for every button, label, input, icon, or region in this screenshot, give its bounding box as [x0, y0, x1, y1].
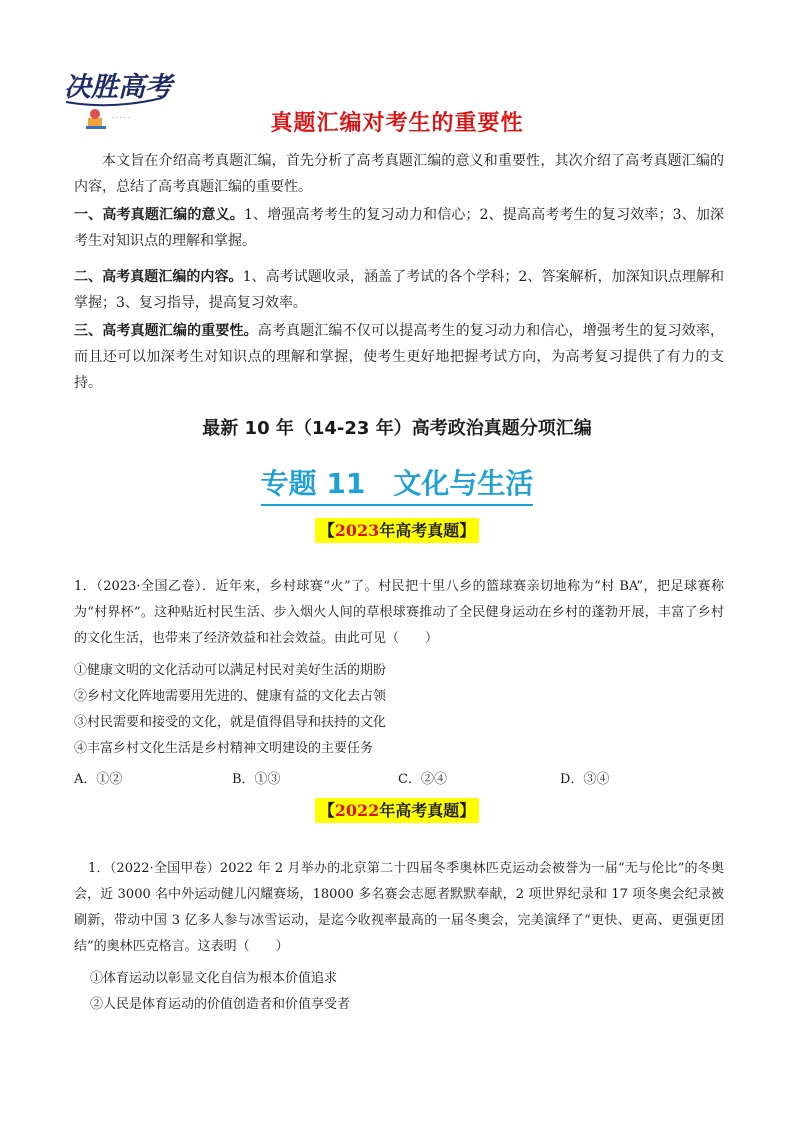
- year-tag: 【2023年高考真题】: [315, 518, 480, 543]
- option-d: D．③④: [560, 772, 610, 787]
- section-body: 高考真题汇编不仅可以提高考生的复习动力和信心，增强考生的复习效率，而且还可以加深考生对知识点的理解和掌握，使考生更好地把握考试方向，为高考复习提供了有力的支持。: [74, 323, 724, 391]
- logo-text: 决胜高考: [64, 72, 172, 103]
- year-tag: 【2022年高考真题】: [315, 798, 480, 823]
- list-item: ②人民是体育运动的价值创造者和价值享受者: [90, 997, 351, 1012]
- section-heading: 三、高考真题汇编的重要性。: [74, 323, 258, 339]
- topic-title: 专题 11 文化与生活: [261, 462, 534, 506]
- list-item: ①健康文明的文化活动可以满足村民对美好生活的期盼: [74, 663, 387, 678]
- svg-text:· · · · ·: · · · · ·: [112, 115, 130, 122]
- question-2022-stem: 1．（2022·全国甲卷）2022 年 2 月举办的北京第二十四届冬季奥林匹克运动会被誉为一届“无与伦比”的冬奥会，近 3000 名中外运动健儿闪耀赛场，18000 多名赛会志愿者默默奉献，2 项世界纪录和 17 项冬奥会纪录被刷新，带动中国 3 亿多人参与冰雪运动，是迄今收视率最高的一届冬奥会，完美演绎了“更快、更高、更强更团结”的奥林匹克格言。这表明（ ）: [74, 861, 724, 954]
- section-heading: 一、高考真题汇编的意义。: [74, 207, 244, 223]
- list-item: ①体育运动以彰显文化自信为根本价值追求: [90, 971, 338, 986]
- subtitle: 最新 10 年（14-23 年）高考政治真题分项汇编: [202, 418, 592, 439]
- option-a: A．①②: [74, 772, 123, 787]
- section-meaning: [74, 202, 724, 254]
- section-body: 1、高考试题收录，涵盖了考试的各个学科；2、答案解析，加深知识点理解和掌握；3、复习指导，提高复习效率。: [74, 269, 725, 311]
- section-body: 1、增强高考考生的复习动力和信心；2、提高高考考生的复习效率；3、加深考生对知识点的理解和掌握。: [74, 207, 724, 249]
- topic-heading: [0, 462, 794, 506]
- section-tag-2022: [0, 798, 794, 821]
- intro-paragraph: 本文旨在介绍高考真题汇编，首先分析了高考真题汇编的意义和重要性，其次介绍了高考真题汇编的内容，总结了高考真题汇编的重要性。: [74, 153, 724, 195]
- option-c: C．②④: [398, 772, 447, 787]
- list-item: ④丰富乡村文化生活是乡村精神文明建设的主要任务: [74, 741, 374, 756]
- list-item: ②乡村文化阵地需要用先进的、健康有益的文化去占领: [74, 689, 387, 704]
- question-2023-stem: 1．（2023·全国乙卷）．近年来，乡村球赛“火”了。村民把十里八乡的篮球赛亲切地称为“村 BA”，把足球赛称为“村界杯”。这种贴近村民生活、步入烟火人间的草根球赛推动了全民健身运动在乡村的蓬勃开展，丰富了乡村的文化生活，也带来了经济效益和社会效益。由此可见（ ）: [74, 579, 724, 646]
- section-importance: [74, 318, 724, 396]
- section-tag-2023: [0, 518, 794, 541]
- section-heading: 二、高考真题汇编的内容。: [74, 269, 243, 285]
- option-b: B．①③: [232, 772, 281, 787]
- section-content: [74, 264, 724, 316]
- page-title: 真题汇编对考生的重要性: [270, 111, 524, 136]
- list-item: ③村民需要和接受的文化，就是值得倡导和扶持的文化: [74, 715, 387, 730]
